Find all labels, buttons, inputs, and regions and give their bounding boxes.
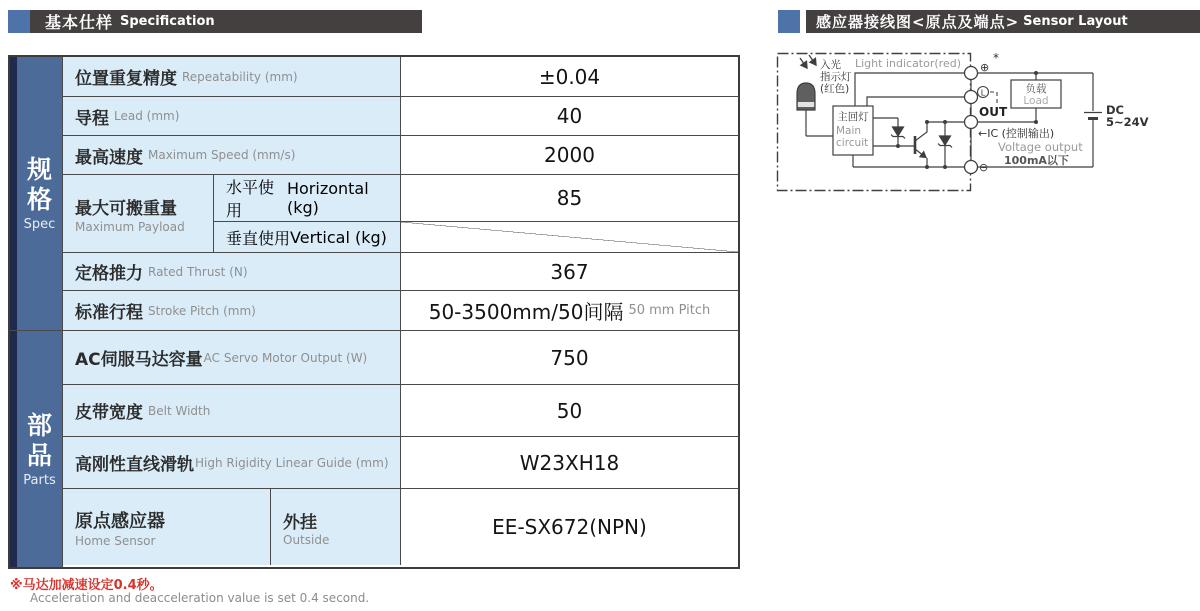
subrow-horizontal [214, 175, 738, 222]
table-row-lead [63, 97, 738, 136]
row-label [63, 291, 401, 330]
label-en: Maximum Payload [75, 219, 185, 234]
row-label [63, 57, 401, 96]
main-circuit-en2: circuit [836, 137, 869, 149]
payload-subrows [214, 175, 738, 252]
table-row-max-speed [63, 136, 738, 175]
light-label-line1: 入光 [820, 59, 841, 71]
label-zh: 高刚性直线滑轨 [75, 455, 194, 475]
table-row-thrust [63, 253, 738, 291]
row-value: W23XH18 [401, 437, 738, 488]
table-row-stroke [63, 291, 738, 331]
row-value: 2000 [401, 136, 738, 174]
label-en: Vertical (kg) [290, 227, 387, 247]
row-value: EE-SX672(NPN) [401, 489, 738, 565]
specification-table [8, 55, 740, 569]
section-label-zh: 部品 [26, 410, 52, 470]
subrow-vertical [214, 222, 738, 252]
voltage-output-label: Voltage output [998, 140, 1083, 154]
label-zh: AC伺服马达容量 [75, 350, 203, 370]
label-en: Belt Width [148, 403, 211, 418]
label-zh: 最高速度 [75, 147, 143, 168]
row-value: 750 [401, 331, 738, 384]
row-value: 85 [401, 175, 738, 221]
terminal-plus-label: ⊕ [980, 61, 990, 74]
row-value [401, 291, 738, 330]
label-zh: 外挂 [283, 512, 317, 533]
label-en: High Rigidity Linear Guide (mm) [195, 455, 389, 470]
value-sub: 50 mm Pitch [628, 303, 711, 318]
section-cell-spec [10, 57, 63, 331]
accent-square-right [778, 10, 800, 33]
row-label [63, 253, 401, 290]
label-en: AC Servo Motor Output (W) [203, 350, 368, 365]
label-en: Horizontal (kg) [286, 179, 369, 217]
row-label-payload-group [63, 175, 214, 252]
table-rows [63, 57, 738, 567]
row-label [214, 175, 401, 221]
light-rays-icon [800, 55, 816, 68]
row-value: 367 [401, 253, 738, 290]
zener-diode-icon [938, 136, 952, 148]
label-en: Stroke Pitch (mm) [148, 303, 256, 318]
dc-label: DC [1106, 103, 1124, 117]
wiring-diagram-svg [775, 46, 1200, 204]
footnote-en: Acceleration and deacceleration value is set 0.4 second. [30, 591, 370, 605]
label-zh: 原点感应器 [75, 510, 165, 532]
table-row-payload [63, 175, 738, 253]
row-label [63, 489, 271, 565]
table-row-home-sensor [63, 489, 738, 565]
row-label [63, 136, 401, 174]
row-value: 50 [401, 385, 738, 436]
label-en: Repeatability (mm) [182, 69, 298, 84]
light-label-line3: (红色) [820, 83, 850, 95]
label-zh: 皮带宽度 [75, 403, 143, 423]
table-section-column [10, 57, 63, 567]
row-label [63, 97, 401, 135]
row-label [63, 331, 401, 384]
label-zh: 最大可搬重量 [75, 198, 177, 219]
label-en: Rated Thrust (N) [148, 264, 248, 279]
asterisk-label: * [993, 51, 999, 65]
transistor-icon [915, 122, 927, 167]
label-en: Outside [283, 532, 330, 547]
label-zh: 水平使用 [226, 178, 275, 220]
sensor-dome-icon [797, 83, 815, 110]
terminal-minus-label: ⊖ [979, 161, 989, 174]
sensor-wiring-diagram [775, 46, 1200, 204]
load-label-en: Load [1023, 95, 1049, 107]
row-label [214, 222, 401, 252]
ic-output-label: ←IC (控制输出) [978, 127, 1055, 140]
main-circuit-zh: 主回灯 [837, 111, 869, 123]
label-zh: 位置重复精度 [75, 69, 177, 89]
optional-wire-dashed [990, 92, 997, 104]
section-title-en: Sensor Layout [1023, 14, 1128, 29]
label-zh: 定格推力 [75, 264, 143, 284]
row-value-not-applicable [401, 222, 738, 252]
light-indicator-label-en: Light indicator(red) [855, 57, 961, 70]
section-title-en: Specification [120, 14, 215, 29]
load-label-zh: 负载 [1025, 83, 1047, 95]
value-main: 50-3500mm/50间隔 [428, 300, 624, 324]
section-label-zh: 规格 [26, 155, 52, 214]
row-label [63, 385, 401, 436]
section-header-specification [30, 10, 422, 33]
light-label-line2: 指示灯 [820, 71, 852, 83]
table-row-repeatability [63, 57, 738, 97]
section-label-en: Spec [23, 217, 56, 232]
label-zh: 垂直使用 [226, 228, 291, 248]
section-label-en: Parts [23, 472, 56, 488]
table-row-servo [63, 331, 738, 385]
label-zh: 导程 [75, 108, 109, 129]
label-en: Home Sensor [75, 533, 156, 548]
terminal-l-label: L [980, 88, 986, 98]
section-cell-parts [10, 331, 63, 567]
row-value: ±0.04 [401, 57, 738, 96]
battery-icon [1084, 113, 1102, 119]
accent-square-left [8, 10, 30, 33]
row-value: 40 [401, 97, 738, 135]
label-en: Lead (mm) [114, 109, 180, 123]
footnote-zh: ※马达加减速设定0.4秒。 [10, 578, 163, 593]
table-row-guide [63, 437, 738, 489]
section-title-zh: 基本仕样 [45, 13, 114, 32]
row-sublabel-outside [271, 489, 401, 565]
dc-range-label: 5~24V [1106, 115, 1149, 129]
section-header-sensor-layout [806, 10, 1200, 33]
main-circuit-en1: Main [836, 125, 862, 137]
row-label [63, 437, 401, 488]
terminal-out-label: OUT [979, 105, 1008, 119]
section-title-zh: 感应器接线图<原点及端点> [816, 13, 1020, 31]
zener-diode-icon [891, 127, 905, 139]
current-limit-label: 100mA以下 [1004, 154, 1069, 167]
table-row-belt [63, 385, 738, 437]
label-en: Maximum Speed (mm/s) [148, 148, 296, 162]
label-zh: 标准行程 [75, 303, 143, 323]
